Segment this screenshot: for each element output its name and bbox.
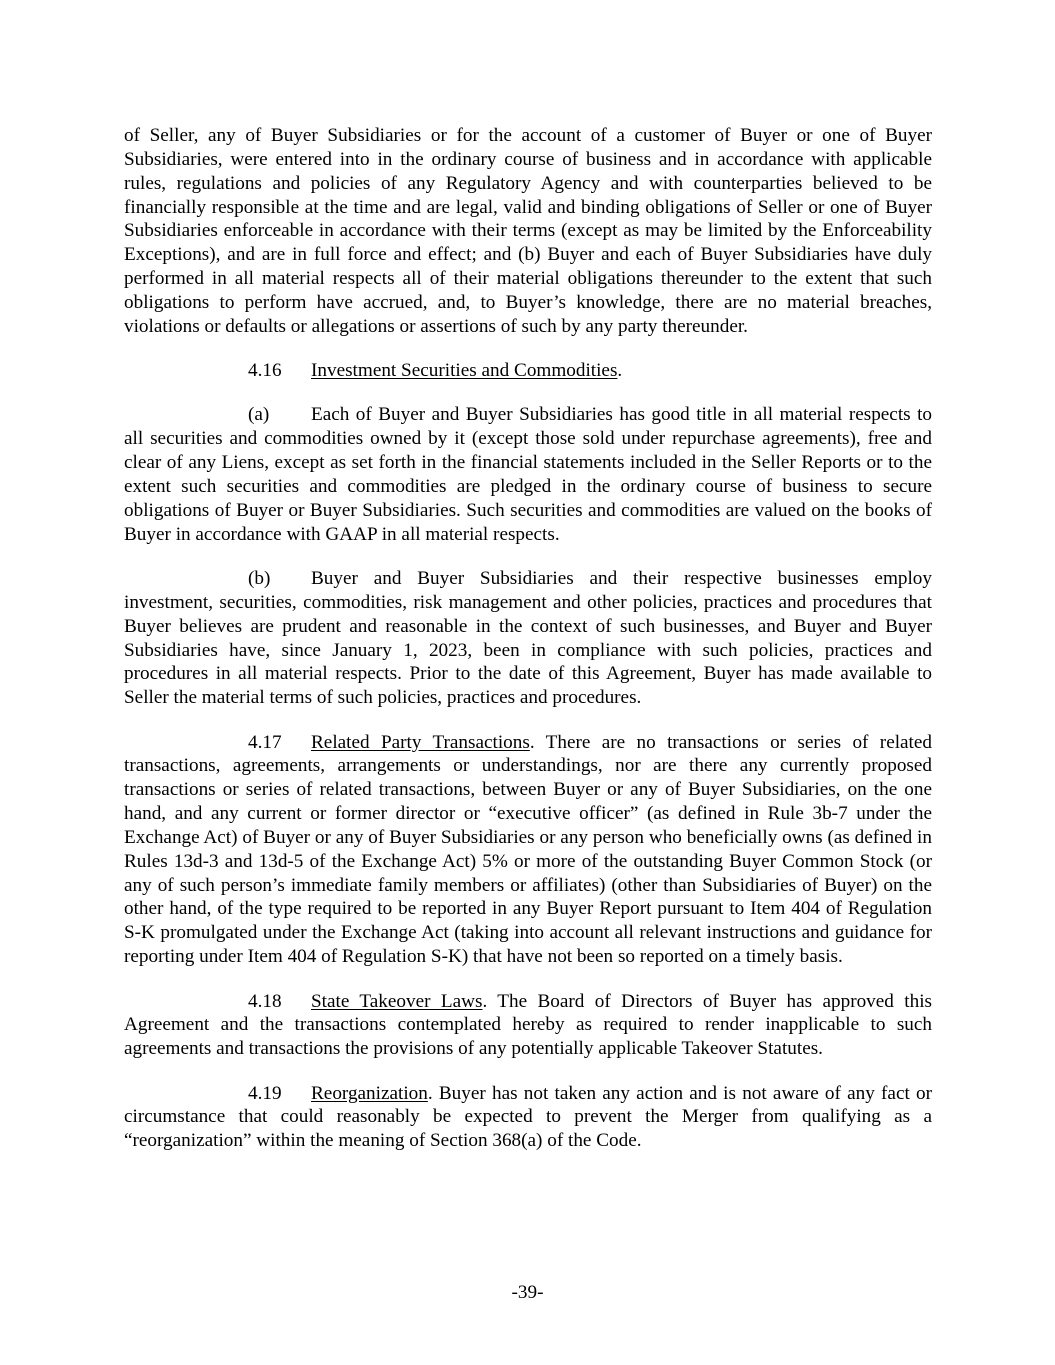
section-4-18-paragraph	[124, 990, 932, 1062]
section-4-19-paragraph	[124, 1082, 932, 1154]
section-text: . There are no transactions or series of related transactions, agreements, arrangements or understandings, nor are there any currently proposed transactions or series of related transactions, between Buyer or any of Buyer Subsidiaries, on the one hand, and any current or former director or “executive officer” (as defined in Rule 3b-7 under the Exchange Act) of Buyer or any of Buyer Subsidiaries or any person who beneficially owns (as defined in Rules 13d-3 and 13d-5 of the Exchange Act) 5% or more of the outstanding Buyer Common Stock (or any of such person’s immediate family members or affiliates) (other than Subsidiaries of Buyer) on the other hand, of the type required to be reported in any Buyer Report pursuant to Item 404 of Regulation S-K promulgated under the Exchange Act (taking into account all relevant instructions and guidance for reporting under Item 404 of Regulation S-K) that have not been so reported on a timely basis.	[124, 731, 932, 968]
section-4-17-paragraph	[124, 731, 932, 969]
section-number: 4.19	[248, 1082, 282, 1104]
subsection-label: (a)	[248, 404, 270, 426]
section-title: Related Party Transactions	[311, 731, 530, 753]
section-number: 4.18	[248, 990, 282, 1012]
document-body	[124, 124, 932, 1174]
section-number: 4.16	[248, 360, 282, 382]
page-number: -39-	[511, 1282, 544, 1303]
section-title: State Takeover Laws	[311, 990, 483, 1012]
subsection-text: Each of Buyer and Buyer Subsidiaries has good title in all material respects to all securities and commodities owned by it (except those sold under repurchase agreements), free and clear of any Liens, except as set forth in the financial statements included in the Seller Reports or to the extent such securities and commodities are pledged in the ordinary course of business to secure obligations of Buyer or Buyer Subsidiaries. Such securities and commodities are valued on the books of Buyer in accordance with GAAP in all material respects.	[124, 404, 932, 545]
section-text: . Buyer has not taken any action and is not aware of any fact or circumstance that could reasonably be expected to prevent the Merger from qualifying as a “reorganization” within the meaning of Section 368(a) of the Code.	[124, 1082, 932, 1152]
section-title-suffix: .	[617, 360, 623, 382]
section-4-16-heading	[124, 359, 932, 383]
section-4-16-a-paragraph	[124, 403, 932, 546]
section-number: 4.17	[248, 731, 282, 753]
subsection-label: (b)	[248, 568, 271, 589]
section-4-16-b-paragraph	[124, 567, 932, 710]
continuation-paragraph: of Seller, any of Buyer Subsidiaries or for the account of a customer of Buyer or one of Buyer Subsidiaries, were entered into in the ordinary course of business and in accordance with applicable rules, regulations and policies of any Regulatory Agency and with counterparties believed to be financially responsible at the time and are legal, valid and binding obligations of Seller or one of Buyer Subsidiaries enforceable in accordance with their terms (except as may be limited by the Enforceability Exceptions), and are in full force and effect; and (b) Buyer and each of Buyer Subsidiaries have duly performed in all material respects all of their material obligations thereunder to the extent that such obligations to perform have accrued, and, to Buyer’s knowledge, there are no material breaches, violations or defaults or allegations or assertions of such by any party thereunder.	[124, 125, 932, 337]
section-text: . The Board of Directors of Buyer has approved this Agreement and the transactions contemplated hereby as required to render inapplicable to such agreements and transactions the provisions of any potentially applicable Takeover Statutes.	[124, 990, 932, 1060]
subsection-text: Buyer and Buyer Subsidiaries and their respective businesses employ investment, securities, commodities, risk management and other policies, practices and procedures that Buyer believes are prudent and reasonable in the context of such businesses, and Buyer and Buyer Subsidiaries have, since January 1, 2023, been in compliance with such policies, practices and procedures in all material respects. Prior to the date of this Agreement, Buyer has made available to Seller the material terms of such policies, practices and procedures.	[124, 568, 932, 709]
section-title: Investment Securities and Commodities	[311, 360, 618, 382]
section-title: Reorganization	[311, 1082, 428, 1104]
